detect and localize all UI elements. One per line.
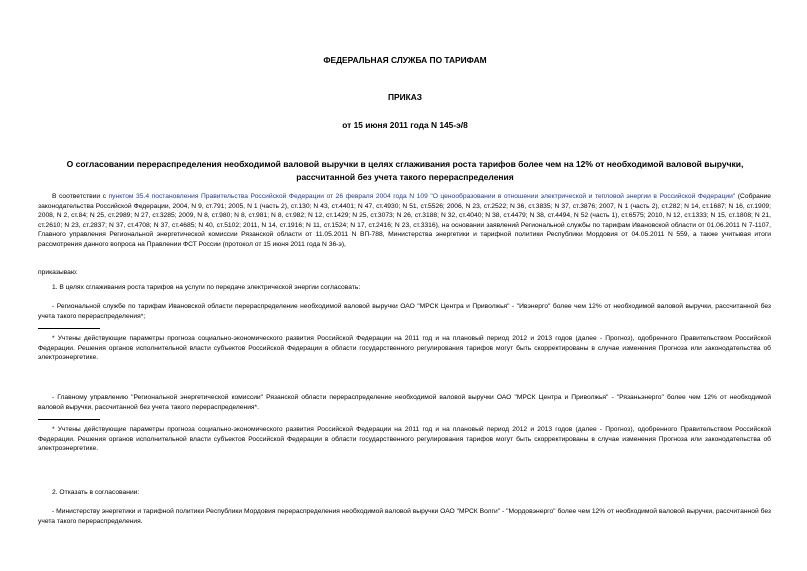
paragraph-mordovia: - Министерству энергетики и тарифной политики Республики Мордовия перераспределения необходимой валовой выручки ОАО "МРСК Волги" - "Мордовэнерго" более чем 12% от необходимой валовой выручки, рассчитанной без учета такого перераспределения.: [38, 508, 771, 525]
paragraph-ivanovo: - Региональной службе по тарифам Ивановской области перераспределение необходимой валовой выручки ОАО "МРСК Центра и Приволжья" - "Ивэнерго" более чем 12% от необходимой валовой выручки, рассчитанной без учета такого перераспределения*;: [38, 303, 771, 320]
item-1: 1. В целях сглаживания роста тарифов на услуги по передаче электрической энергии согласовать:: [52, 284, 361, 291]
organization-heading: ФЕДЕРАЛЬНАЯ СЛУЖБА ПО ТАРИФАМ: [323, 55, 487, 65]
decree-109-link[interactable]: пунктом 35.4 постановления Правительства Российской Федерации от 26 февраля 2004 года N 109 "О ценообразовании в отношении электрической и тепловой энергии в Российской Федерации": [108, 193, 736, 200]
document-type-heading: ПРИКАЗ: [387, 92, 423, 102]
preamble-paragraph: [38, 192, 771, 250]
footnote-1: * Учтены действующие параметры прогноза социально-экономического развития Российской Федерации на 2011 год и на плановый период 2012 и 2013 годов (далее - Прогноз), одобренного Правительством Российской Федерации. Решения органов исполнительной власти субъектов Российской Федерации в области государственного регулирования тарифов могут быть скорректированы в случае изменения Прогноза или законодательства об электроэнергетике.: [38, 335, 771, 362]
item-2: 2. Отказать в согласовании:: [52, 489, 140, 496]
preamble-prefix: В соответствии с: [52, 193, 109, 200]
preamble-text: (Собрание законодательства Российской Федерации, 2004, N 9, ст.791; 2005, N 1 (часть 2), ст.130; N 43, ст.4401; N 47, ст.4930; N 51, ст.5526; 2006, N 23, ст.2522; N 36, ст.3835; N 37, ст.3876; 2007, N 1 (часть 2), ст.282; N 14, ст.1687; N 16, ст.1909; 2008, N 2, ст.84; N 25, ст.2989; N 27, ст.3285; 2009, N 8, ст.980; N 8, ст.981; N 8, ст.982; N 12, ст.1429; N 25, ст.3073; N 26, ст.3188; N 32, ст.4040; N 38, ст.4479; N 38, ст.4494, N 52 (часть 1), ст.6575; 2010, N 12, ст.1333; N 15, ст.1808; N 21, ст.2610; N 23, ст.2837; N 37, ст.4708; N 37, ст.4685; N 40, ст.5102; 2011, N 14, ст.1916; N 11, ст.1524; N 17, ст.2416; N 23, ст.3316), на основании заявлений Региональной службы по тарифам Ивановской области от 01.06.2011 N 7-1107, Главного управления Региональной энергетической комиссии Рязанской области от 11.05.2011 N ВП-788, Министерства энергетики и тарифной политики Республики Мордовия от 04.05.2011 N 559, а также учитывая итоги рассмотрения данного вопроса на Правлении ФСТ России (протокол от 15 июня 2011 года N 36-э),: [38, 193, 771, 248]
date-number-heading: от 15 июня 2011 года N 145-э/8: [342, 120, 468, 130]
document-subject: О согласовании перераспределения необходимой валовой выручки в целях сглаживания роста тарифов более чем на 12% от необходимой валовой выручки, рассчитанной без учета такого перераспределения: [66, 159, 744, 182]
footnote-2: * Учтены действующие параметры прогноза социально-экономического развития Российской Федерации на 2011 год и на плановый период 2012 и 2013 годов (далее - Прогноз), одобренного Правительством Российской Федерации. Решения органов исполнительной власти субъектов Российской Федерации в области государственного регулирования тарифов могут быть скорректированы в случае изменения Прогноза или законодательства об электроэнергетике.: [38, 426, 771, 453]
paragraph-ryazan: - Главному управлению "Региональной энергетической комиссии" Рязанской области перераспределение необходимой валовой выручки ОАО "МРСК Центра и Приволжья" - "Рязаньэнерго" более чем 12% от необходимой валовой выручки, рассчитанной без учета такого перераспределения*.: [38, 394, 771, 411]
footnote-divider: [38, 328, 100, 329]
orders-label: приказываю:: [38, 269, 78, 276]
footnote-divider: [38, 419, 100, 420]
